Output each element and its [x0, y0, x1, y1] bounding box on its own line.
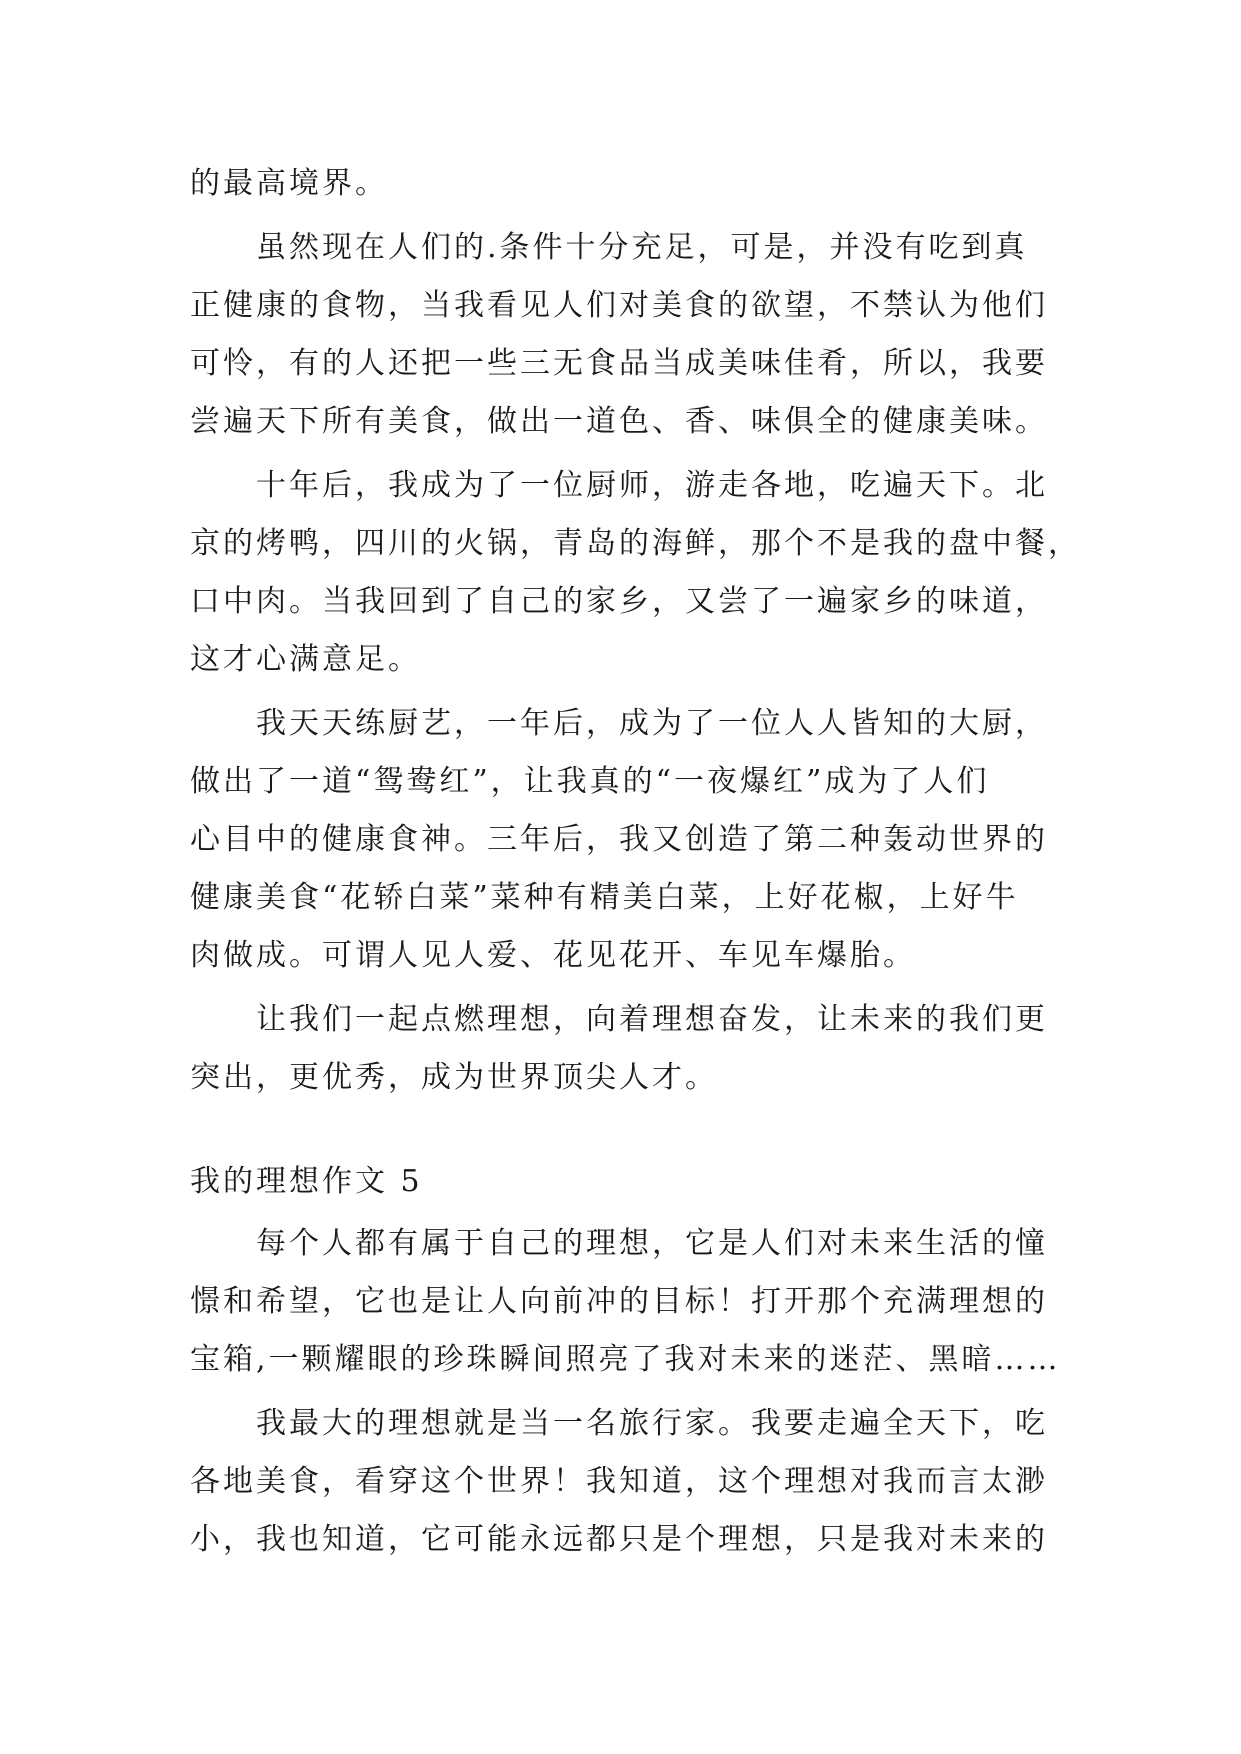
text-line: 我最大的理想就是当一名旅行家。我要走遍全天下，吃 [256, 1406, 1048, 1441]
text-line: 这才心满意足。 [190, 642, 421, 677]
section-spacer [190, 1113, 1065, 1153]
paragraph-1 [190, 155, 1065, 213]
text-line: 虽然现在人们的.条件十分充足，可是，并没有吃到真 [256, 230, 1028, 265]
paragraph-3 [190, 457, 1081, 689]
text-line: 做出了一道“鸳鸯红”，让我真的“一夜爆红”成为了人们 [190, 764, 990, 799]
text-line: 心目中的健康食神。三年后，我又创造了第二种轰动世界的 [190, 822, 1048, 857]
text-line: 正健康的食物，当我看见人们对美食的欲望，不禁认为他们 [190, 288, 1048, 323]
text-line: 宝箱,一颗耀眼的珍珠瞬间照亮了我对未来的迷茫、黑暗…… [190, 1342, 1061, 1377]
text-line: 健康美食“花轿白菜”菜种有精美白菜，上好花椒，上好牛 [190, 880, 1019, 915]
text-line: 每个人都有属于自己的理想，它是人们对未来生活的憧 [256, 1226, 1048, 1261]
text-line: 各地美食，看穿这个世界！我知道，这个理想对我而言太渺 [190, 1464, 1048, 1499]
text-line: 我天天练厨艺，一年后，成为了一位人人皆知的大厨， [256, 706, 1048, 741]
text-line: 让我们一起点燃理想，向着理想奋发，让未来的我们更 [256, 1002, 1048, 1037]
section-paragraph-2 [190, 1395, 1065, 1569]
text-line: 憬和希望，它也是让人向前冲的目标！打开那个充满理想的 [190, 1284, 1048, 1319]
text-line: 尝遍天下所有美食，做出一道色、香、味俱全的健康美味。 [190, 404, 1048, 439]
text-line: 可怜，有的人还把一些三无食品当成美味佳肴，所以，我要 [190, 346, 1048, 381]
text-line: 口中肉。当我回到了自己的家乡，又尝了一遍家乡的味道， [190, 584, 1048, 619]
section-title: 我的理想作文 5 [190, 1164, 423, 1199]
paragraph-5 [190, 991, 1065, 1107]
section-paragraph-1 [190, 1215, 1065, 1389]
text-line: 十年后，我成为了一位厨师，游走各地，吃遍天下。北 [256, 468, 1048, 503]
paragraph-2 [190, 219, 1065, 451]
document-body [190, 155, 1081, 1575]
text-line: 肉做成。可谓人见人爱、花见花开、车见车爆胎。 [190, 938, 916, 973]
paragraph-4 [190, 695, 1065, 985]
text-line: 小，我也知道，它可能永远都只是个理想，只是我对未来的 [190, 1522, 1048, 1557]
text-line: 京的烤鸭，四川的火锅，青岛的海鲜，那个不是我的盘中餐， [190, 526, 1081, 561]
text-line: 突出，更优秀，成为世界顶尖人才。 [190, 1060, 718, 1095]
text-line: 的最高境界。 [190, 166, 388, 201]
